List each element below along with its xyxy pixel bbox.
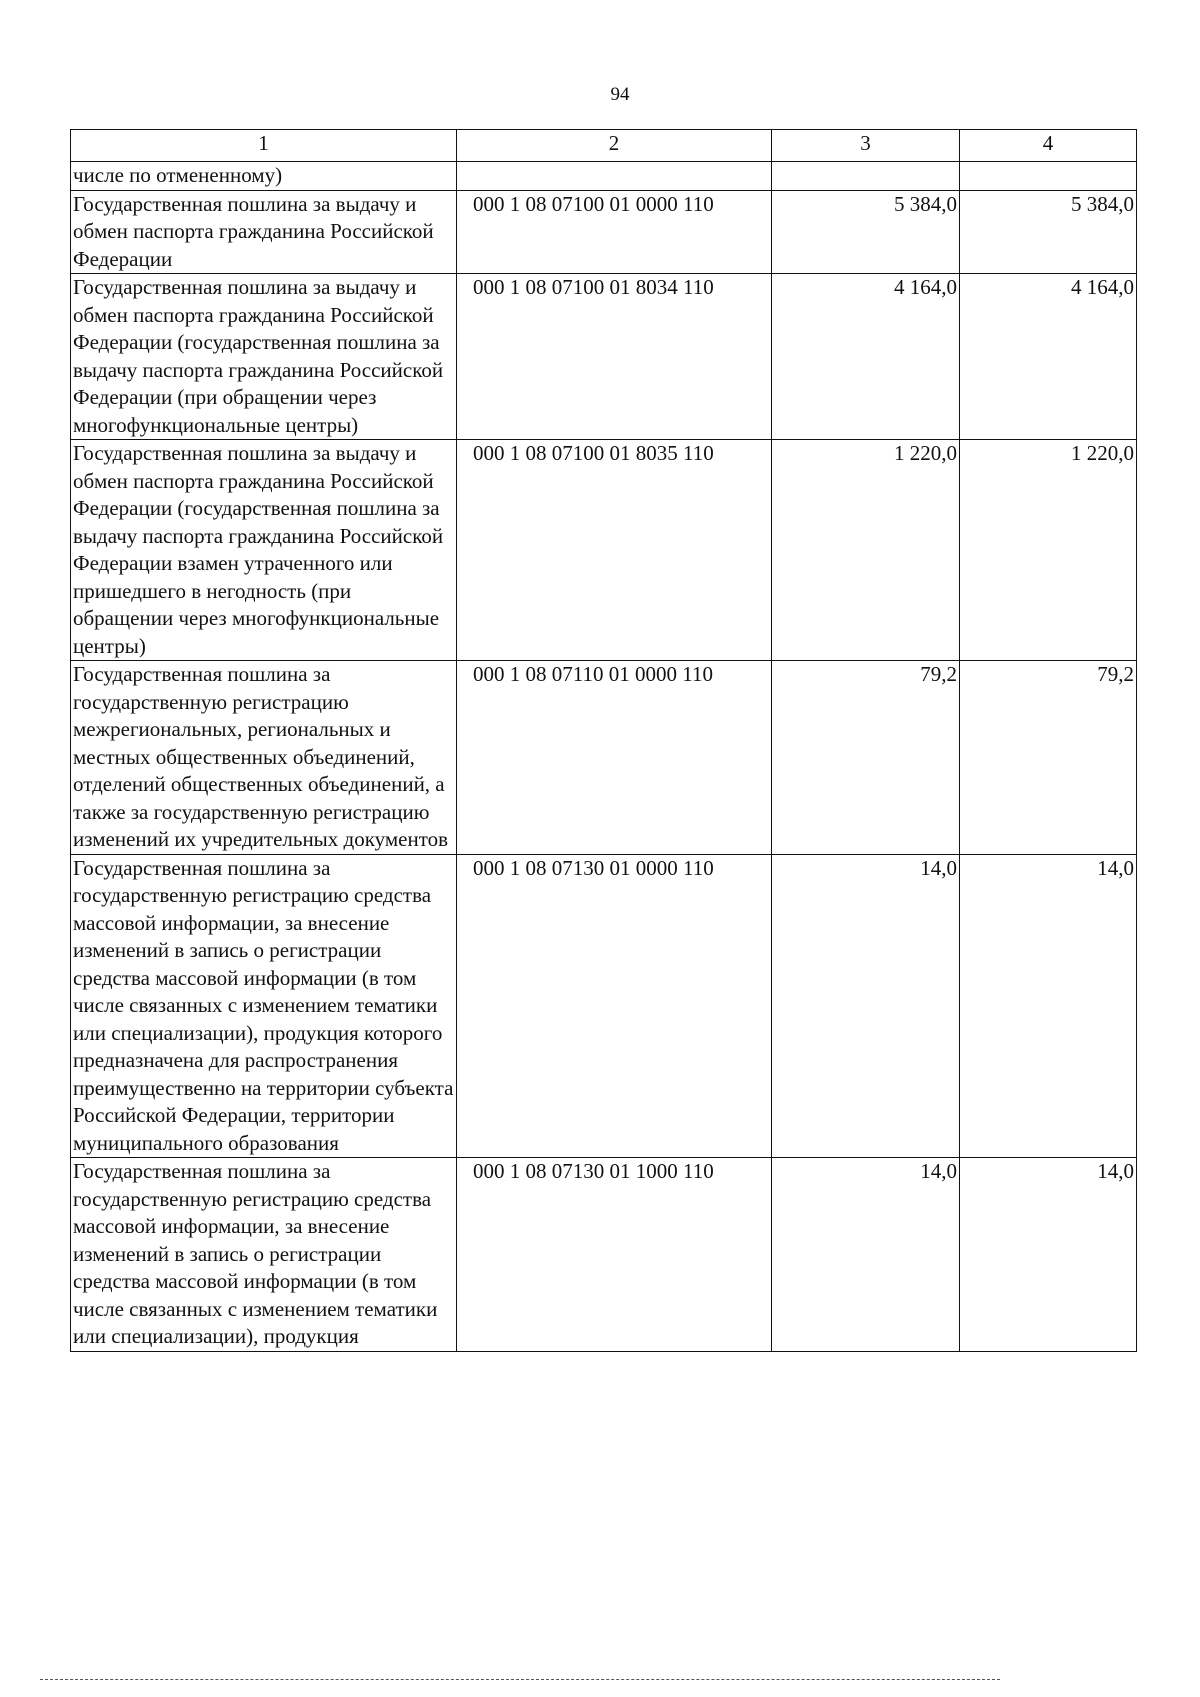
budget-code-cell: 000 1 08 07130 01 1000 110	[457, 1158, 772, 1352]
amount-col4-cell: 5 384,0	[960, 190, 1137, 274]
amount-col3-cell: 14,0	[772, 1158, 960, 1352]
revenue-name-cell: Государственная пошлина за государственную регистрацию средства массовой информации, за внесение изменений в запись о регистрации средства массовой информации (в том числе связанных с изменением тематики или специализации), продукция	[71, 1158, 457, 1352]
table-row	[71, 190, 1137, 274]
footer-divider	[40, 1679, 1000, 1680]
table-row	[71, 162, 1137, 191]
revenue-name-cell: Государственная пошлина за государственную регистрацию средства массовой информации, за внесение изменений в запись о регистрации средства массовой информации (в том числе связанных с изменением тематики или специализации), продукция которого предназначена для распространения преимущественно на территории субъекта Российской Федерации, территории муниципального образования	[71, 854, 457, 1158]
budget-code-cell	[457, 162, 772, 191]
amount-col4-cell	[960, 162, 1137, 191]
budget-code-cell: 000 1 08 07100 01 8035 110	[457, 440, 772, 661]
page-number: 94	[610, 84, 630, 105]
amount-col3-cell: 4 164,0	[772, 274, 960, 440]
budget-table	[70, 129, 1137, 1352]
amount-col3-cell: 5 384,0	[772, 190, 960, 274]
budget-code-cell: 000 1 08 07110 01 0000 110	[457, 661, 772, 855]
table-row	[71, 274, 1137, 440]
revenue-name-cell: Государственная пошлина за государственную регистрацию межрегиональных, региональных и местных общественных объединений, отделений общественных объединений, а также за государственную регистрацию изменений их учредительных документов	[71, 661, 457, 855]
amount-col3-cell: 1 220,0	[772, 440, 960, 661]
column-header-1: 1	[71, 130, 457, 162]
column-header-2: 2	[457, 130, 772, 162]
table-row	[71, 854, 1137, 1158]
amount-col4-cell: 79,2	[960, 661, 1137, 855]
amount-col4-cell: 1 220,0	[960, 440, 1137, 661]
amount-col3-cell: 79,2	[772, 661, 960, 855]
revenue-name-cell: Государственная пошлина за выдачу и обмен паспорта гражданина Российской Федерации	[71, 190, 457, 274]
revenue-name-cell: Государственная пошлина за выдачу и обмен паспорта гражданина Российской Федерации (государственная пошлина за выдачу паспорта гражданина Российской Федерации (при обращении через многофункциональные центры)	[71, 274, 457, 440]
amount-col3-cell: 14,0	[772, 854, 960, 1158]
table-row	[71, 440, 1137, 661]
budget-code-cell: 000 1 08 07100 01 8034 110	[457, 274, 772, 440]
budget-code-cell: 000 1 08 07130 01 0000 110	[457, 854, 772, 1158]
budget-code-cell: 000 1 08 07100 01 0000 110	[457, 190, 772, 274]
amount-col4-cell: 14,0	[960, 854, 1137, 1158]
amount-col3-cell	[772, 162, 960, 191]
column-header-4: 4	[960, 130, 1137, 162]
revenue-name-cell: Государственная пошлина за выдачу и обмен паспорта гражданина Российской Федерации (государственная пошлина за выдачу паспорта гражданина Российской Федерации взамен утраченного или пришедшего в негодность (при обращении через многофункциональные центры)	[71, 440, 457, 661]
column-header-3: 3	[772, 130, 960, 162]
amount-col4-cell: 4 164,0	[960, 274, 1137, 440]
revenue-name-cell: числе по отмененному)	[71, 162, 457, 191]
table-header-row	[71, 130, 1137, 162]
table-row	[71, 661, 1137, 855]
table-row	[71, 1158, 1137, 1352]
amount-col4-cell: 14,0	[960, 1158, 1137, 1352]
